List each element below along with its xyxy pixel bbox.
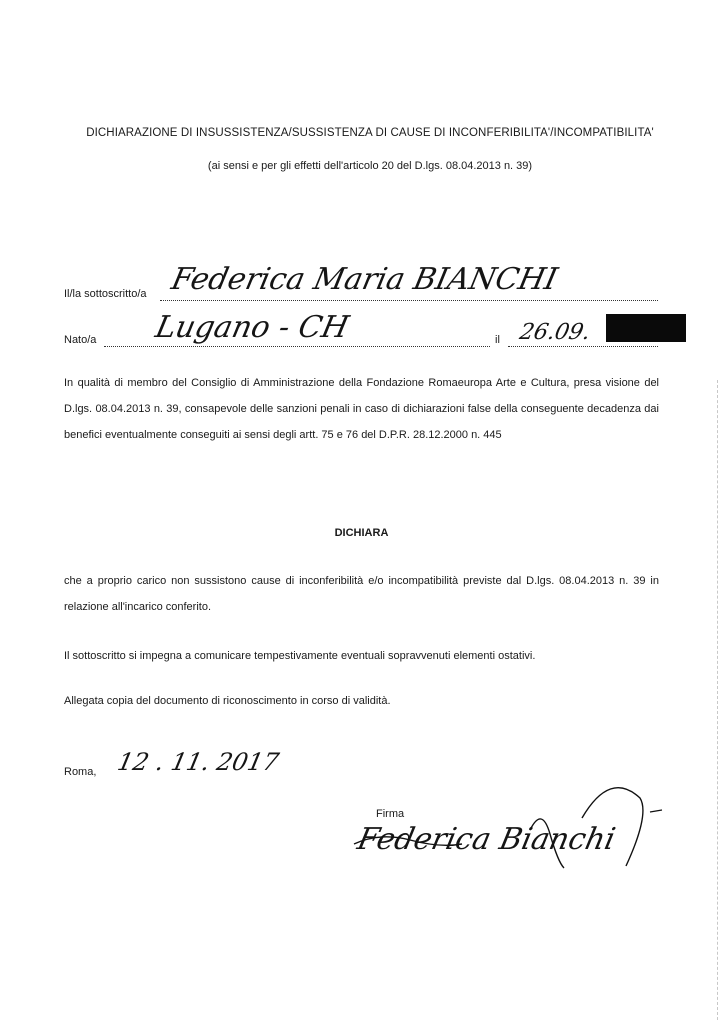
born-label: Nato/a [64,334,97,346]
signature-label: Firma [376,808,405,820]
birthdate-dotted-line [508,346,658,347]
born-handwriting: Lugano - CH [152,310,352,345]
commitment-paragraph: Il sottoscritto si impegna a comunicare tempestivamente eventuali sopravvenuti elementi ostativi. [64,650,536,662]
intro-paragraph: In qualità di membro del Consiglio di Amministrazione della Fondazione Romaeuropa Arte e Cultura, presa visione del D.lgs. 08.04.2013 n. 39, consapevole delle sanzioni penali in caso di dichiarazioni false della conseguente decadenza dai benefici eventualmente conseguiti ai sensi degli artt. 75 e 76 del D.P.R. 28.12.2000 n. 445 [64,377,659,441]
birthdate-label: il [495,334,500,346]
document-subtitle: (ai sensi e per gli effetti dell'articolo 20 del D.lgs. 08.04.2013 n. 39) [207,160,533,172]
scan-edge-artifact [716,380,718,1020]
undersigned-handwriting: Federica Maria BIANCHI [168,262,561,297]
signature-flourish [350,770,670,890]
birthdate-handwriting: 26.09. [517,320,593,345]
declaration-paragraph: che a proprio carico non sussistono cause di inconferibilità e/o incompatibilità previste dal D.lgs. 08.04.2013 n. 39 in relazione all'incarico conferito. [64,575,659,613]
declares-heading: DICHIARA [334,527,389,539]
undersigned-dotted-line [160,300,658,301]
place-label: Roma, [64,766,97,778]
signing-date-handwriting: 12 . 11. 2017 [115,748,282,776]
document-title: DICHIARAZIONE DI INSUSSISTENZA/SUSSISTENZA DI CAUSE DI INCONFERIBILITA'/INCOMPATIBILITA' [86,127,654,139]
attachment-paragraph: Allegata copia del documento di riconoscimento in corso di validità. [64,695,391,707]
undersigned-label: Il/la sottoscritto/a [64,288,147,300]
redaction-block [606,314,686,342]
born-dotted-line [104,346,490,347]
signature-handwriting: Federica Bianchi [354,822,619,857]
